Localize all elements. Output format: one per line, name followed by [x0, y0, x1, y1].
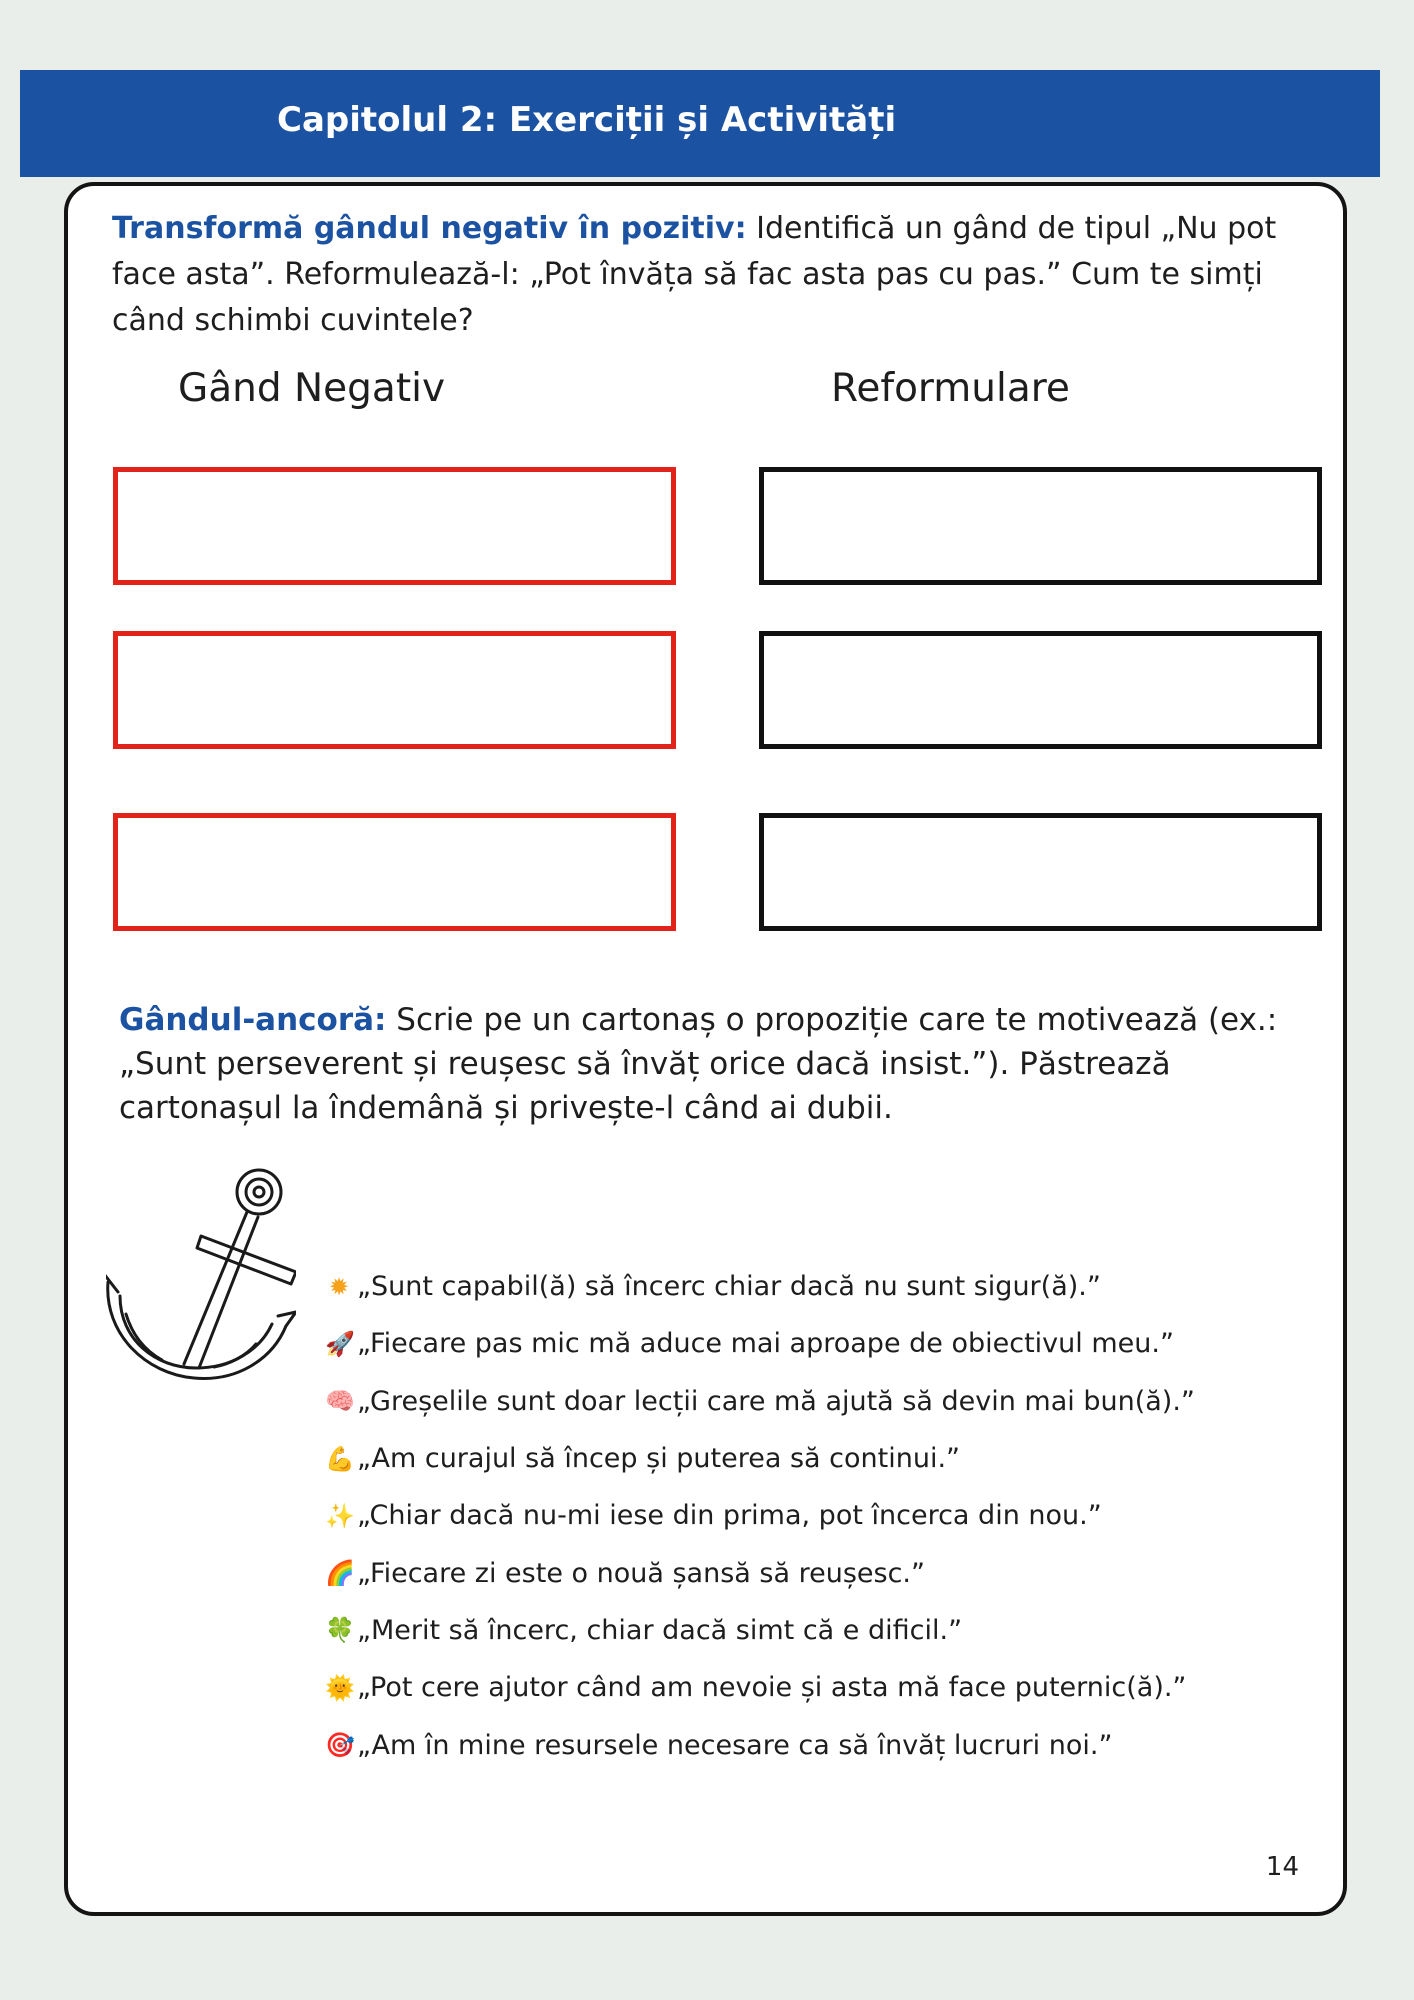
sun-face-icon: 🌞: [325, 1673, 355, 1702]
list-item: [325, 1716, 1195, 1773]
affirmation-text: „Am curajul să încep și puterea să continui.”: [357, 1443, 961, 1475]
reframe-box-2[interactable]: [759, 631, 1322, 749]
list-item: [325, 1315, 1195, 1372]
rocket-icon: 🚀: [325, 1329, 355, 1358]
affirmation-text: „Greșelile sunt doar lecții care mă ajută să devin mai bun(ă).”: [357, 1385, 1195, 1417]
reframe-heading: Reformulare: [831, 366, 1070, 411]
affirmation-text: „Fiecare pas mic mă aduce mai aproape de obiectivul meu.”: [357, 1328, 1174, 1360]
affirmation-text: „Merit să încerc, chiar dacă simt că e dificil.”: [357, 1614, 963, 1646]
affirmation-text: „Pot cere ajutor când am nevoie și asta mă face puternic(ă).”: [357, 1672, 1187, 1704]
affirmation-list: [325, 1258, 1195, 1774]
target-icon: 🎯: [325, 1731, 355, 1760]
brain-icon: 🧠: [325, 1387, 355, 1416]
negative-thought-box-3[interactable]: [113, 813, 676, 931]
exercise-2-instructions: [119, 998, 1309, 1130]
exercise-1-instructions: [112, 206, 1312, 344]
negative-thought-box-2[interactable]: [113, 631, 676, 749]
affirmation-text: „Chiar dacă nu-mi iese din prima, pot încerca din nou.”: [357, 1500, 1102, 1532]
affirmation-text: „Sunt capabil(ă) să încerc chiar dacă nu sunt sigur(ă).”: [357, 1271, 1101, 1303]
chapter-title: Capitolul 2: Exerciții și Activități: [277, 100, 897, 140]
worksheet-card: [64, 182, 1347, 1916]
sparkle-star-icon: ✹: [328, 1272, 350, 1301]
list-item: [325, 1659, 1195, 1716]
exercise-1-lead: Transformă gândul negativ în pozitiv:: [112, 211, 747, 246]
sparkles-icon: ✨: [325, 1501, 355, 1530]
page-number: 14: [1265, 1852, 1299, 1882]
list-item: [325, 1602, 1195, 1659]
list-item: [325, 1430, 1195, 1487]
chapter-header-band: [20, 70, 1380, 177]
exercise-2-lead: Gândul-ancoră:: [119, 1002, 387, 1038]
exercise-2-text: Scrie pe un cartonaș o propoziție care te motivează (ex.: „Sunt perseverent și reușesc să învăț orice dacă insist.”). Păstrează cartonașul la îndemână și privește-l când ai dubii.: [119, 1002, 1278, 1126]
reframe-box-1[interactable]: [759, 467, 1322, 585]
negative-thought-heading: Gând Negativ: [178, 366, 446, 411]
negative-thought-box-1[interactable]: [113, 467, 676, 585]
four-leaf-clover-icon: 🍀: [325, 1616, 355, 1645]
rainbow-icon: 🌈: [325, 1559, 355, 1588]
list-item: [325, 1258, 1195, 1315]
anchor-icon: [106, 1164, 296, 1404]
affirmation-text: „Am în mine resursele necesare ca să învăț lucruri noi.”: [357, 1729, 1113, 1761]
reframe-box-3[interactable]: [759, 813, 1322, 931]
exercise-1-text: Identifică un gând de tipul „Nu pot face asta”. Reformulează-l: „Pot învăța să fac asta pas cu pas.” Cum te simți când schimbi cuvintele?: [112, 211, 1277, 338]
flexed-biceps-icon: 💪: [325, 1444, 355, 1473]
list-item: [325, 1373, 1195, 1430]
list-item: [325, 1487, 1195, 1544]
affirmation-text: „Fiecare zi este o nouă șansă să reușesc.”: [357, 1557, 925, 1589]
list-item: [325, 1544, 1195, 1601]
